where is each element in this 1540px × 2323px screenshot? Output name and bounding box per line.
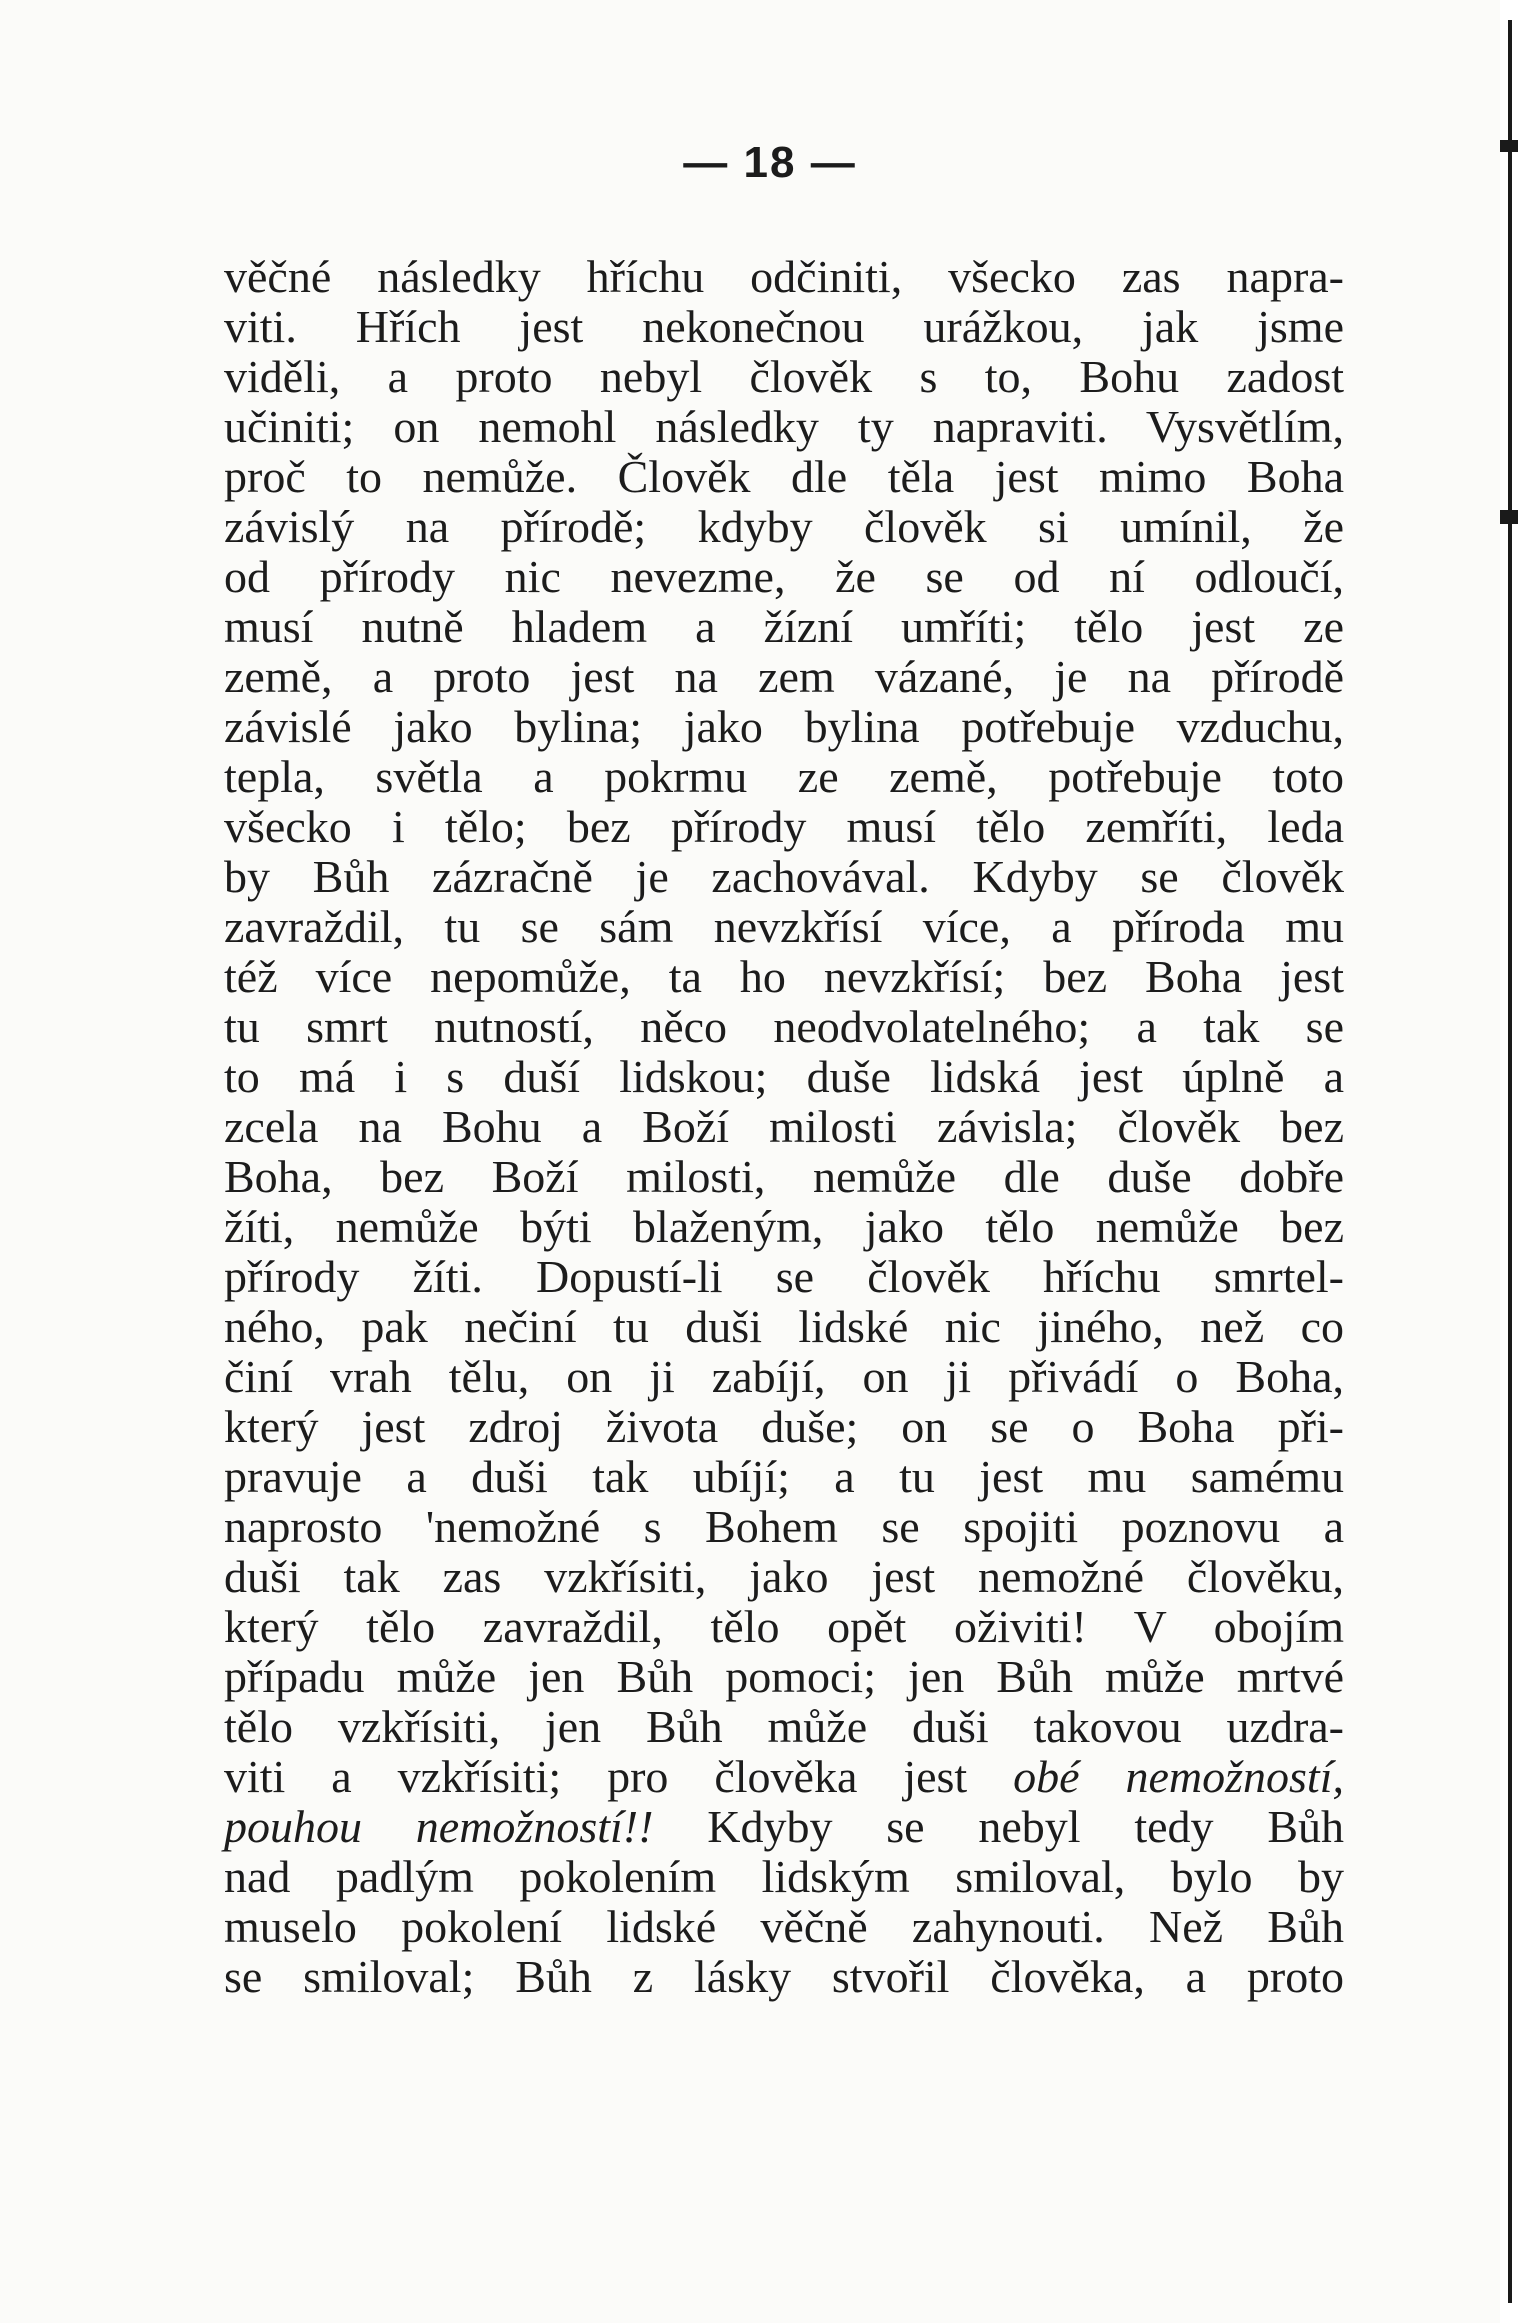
text-line: činí vrah tělu, on ji zabíjí, on ji přivádí o Boha,	[224, 1351, 1344, 1402]
text-line: přírody žíti. Dopustí-li se člověk hříchu smrtel-	[224, 1251, 1344, 1302]
text-span: viti a vzkřísiti; pro člověka jest	[224, 1751, 968, 1802]
page-border-line	[1508, 20, 1512, 2303]
text-line: závislé jako bylina; jako bylina potřebuje vzduchu,	[224, 701, 1344, 752]
text-line: viti. Hřích jest nekonečnou urážkou, jak jsme	[224, 301, 1344, 352]
body-text	[224, 252, 1344, 2002]
text-line: Boha, bez Boží milosti, nemůže dle duše dobře	[224, 1151, 1344, 1202]
text-line: věčné následky hříchu odčiniti, všecko zas napra-	[224, 251, 1344, 302]
text-line: duši tak zas vzkřísiti, jako jest nemožné člověku,	[224, 1551, 1344, 1602]
text-line: pravuje a duši tak ubíjí; a tu jest mu samému	[224, 1451, 1344, 1502]
text-line: muselo pokolení lidské věčně zahynouti. Než Bůh	[224, 1901, 1344, 1952]
text-line: který jest zdroj života duše; on se o Boha při-	[224, 1401, 1344, 1452]
text-line: který tělo zavraždil, tělo opět oživiti! V obojím	[224, 1601, 1344, 1652]
scan-edge	[1500, 0, 1540, 2323]
text-line: musí nutně hladem a žízní umříti; tělo jest ze	[224, 601, 1344, 652]
text-line: zcela na Bohu a Boží milosti závisla; člověk bez	[224, 1101, 1344, 1152]
text-line: nad padlým pokolením lidským smiloval, bylo by	[224, 1851, 1344, 1902]
text-line: naprosto 'nemožné s Bohem se spojiti poznovu a	[224, 1501, 1344, 1552]
text-line: tepla, světla a pokrmu ze země, potřebuje toto	[224, 751, 1344, 802]
text-line-mixed	[224, 1752, 1344, 1802]
text-line: závislý na přírodě; kdyby člověk si umínil, že	[224, 501, 1344, 552]
text-line: to má i s duší lidskou; duše lidská jest úplně a	[224, 1051, 1344, 1102]
scan-edge-mark	[1500, 510, 1518, 524]
text-line: by Bůh zázračně je zachovával. Kdyby se člověk	[224, 851, 1344, 902]
text-line: případu může jen Bůh pomoci; jen Bůh může mrtvé	[224, 1651, 1344, 1702]
text-line: se smiloval; Bůh z lásky stvořil člověka, a proto	[224, 1951, 1344, 2002]
text-line: tu smrt nutností, něco neodvolatelného; a tak se	[224, 1001, 1344, 1052]
text-line: tělo vzkřísiti, jen Bůh může duši takovou uzdra-	[224, 1701, 1344, 1752]
text-line: země, a proto jest na zem vázané, je na přírodě	[224, 651, 1344, 702]
text-line: žíti, nemůže býti blaženým, jako tělo nemůže bez	[224, 1201, 1344, 1252]
page-number: — 18 —	[683, 138, 857, 187]
text-line-mixed	[224, 1802, 1344, 1852]
text-line: od přírody nic nevezme, že se od ní odloučí,	[224, 551, 1344, 602]
text-span: Kdyby se nebyl tedy Bůh	[707, 1801, 1345, 1852]
text-line: viděli, a proto nebyl člověk s to, Bohu zadost	[224, 351, 1344, 402]
italic-text-span: pouhou nemožností!!	[224, 1801, 654, 1852]
text-line: proč to nemůže. Člověk dle těla jest mimo Boha	[224, 451, 1344, 502]
text-line: učiniti; on nemohl následky ty napraviti. Vysvětlím,	[224, 401, 1344, 452]
text-line: též více nepomůže, ta ho nevzkřísí; bez Boha jest	[224, 951, 1344, 1002]
text-line: všecko i tělo; bez přírody musí tělo zemříti, leda	[224, 801, 1344, 852]
scan-edge-mark	[1500, 140, 1518, 152]
text-line: zavraždil, tu se sám nevzkřísí více, a příroda mu	[224, 901, 1344, 952]
text-line: ného, pak nečiní tu duši lidské nic jiného, než co	[224, 1301, 1344, 1352]
italic-text-span: obé nemožností,	[1013, 1751, 1344, 1802]
